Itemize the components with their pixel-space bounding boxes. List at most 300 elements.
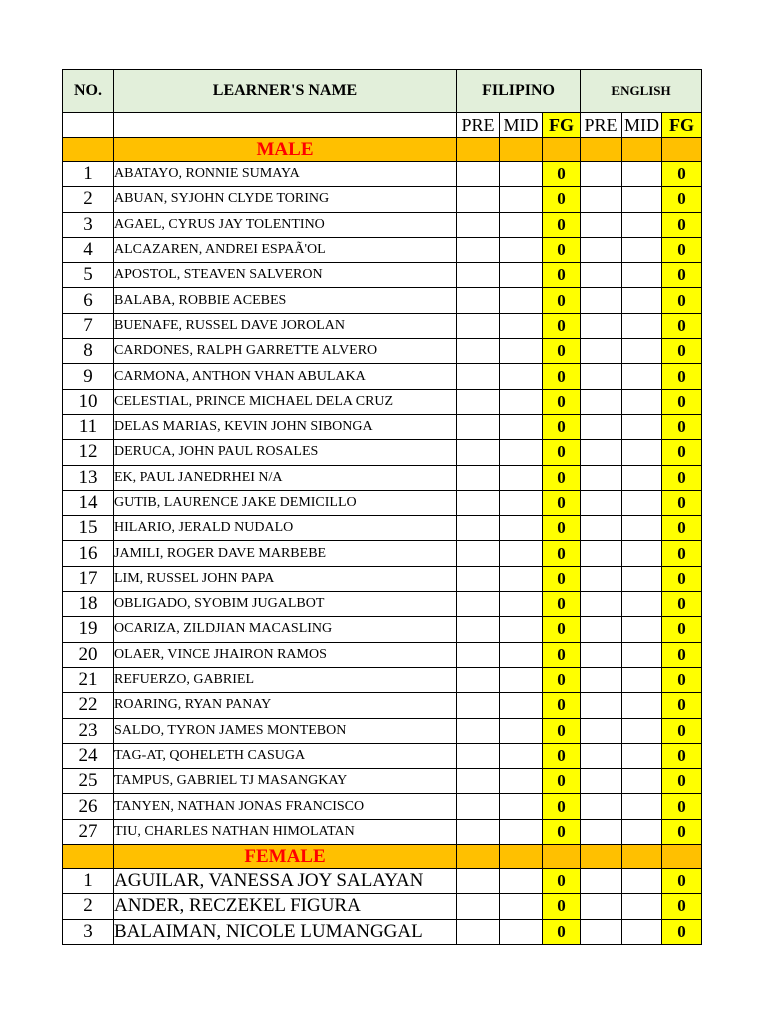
eng-pre-cell[interactable] — [581, 414, 622, 439]
learner-row — [63, 617, 702, 642]
fil-pre-cell[interactable] — [457, 869, 500, 894]
eng-pre-cell[interactable] — [581, 313, 622, 338]
learner-name[interactable]: TANYEN, NATHAN JONAS FRANCISCO — [114, 794, 457, 819]
fil-mid-cell[interactable] — [500, 237, 543, 262]
learner-number: 10 — [63, 389, 114, 414]
fil-fg-cell[interactable]: 0 — [543, 617, 581, 642]
section-fill-cell — [662, 138, 702, 162]
fil-pre-cell[interactable] — [457, 516, 500, 541]
learner-name[interactable]: SALDO, TYRON JAMES MONTEBON — [114, 718, 457, 743]
fil-fg-cell[interactable]: 0 — [543, 162, 581, 187]
eng-pre-cell[interactable] — [581, 162, 622, 187]
learner-number: 16 — [63, 541, 114, 566]
eng-pre-cell[interactable] — [581, 617, 622, 642]
learner-name[interactable]: HILARIO, JERALD NUDALO — [114, 516, 457, 541]
learner-number: 26 — [63, 794, 114, 819]
learner-row — [63, 440, 702, 465]
eng-fg-cell[interactable]: 0 — [662, 693, 702, 718]
fil-pre-cell[interactable] — [457, 794, 500, 819]
learner-row — [63, 288, 702, 313]
eng-fg-cell[interactable]: 0 — [662, 212, 702, 237]
learner-number: 11 — [63, 414, 114, 439]
learner-name[interactable]: OLAER, VINCE JHAIRON RAMOS — [114, 642, 457, 667]
eng-fg-cell[interactable]: 0 — [662, 769, 702, 794]
eng-fg-cell[interactable]: 0 — [662, 389, 702, 414]
learner-name[interactable]: AGUILAR, VANESSA JOY SALAYAN — [114, 869, 457, 894]
fil-fg-cell[interactable]: 0 — [543, 263, 581, 288]
fil-fg-cell[interactable]: 0 — [543, 592, 581, 617]
fil-pre-cell[interactable] — [457, 894, 500, 919]
learner-number: 25 — [63, 769, 114, 794]
fil-fg-cell[interactable]: 0 — [543, 237, 581, 262]
learner-number: 17 — [63, 566, 114, 591]
fil-fg-cell[interactable]: 0 — [543, 187, 581, 212]
eng-mid-cell[interactable] — [622, 769, 662, 794]
learner-number: 6 — [63, 288, 114, 313]
eng-fg-cell[interactable]: 0 — [662, 794, 702, 819]
learner-number: 1 — [63, 869, 114, 894]
learner-row — [63, 819, 702, 844]
learner-name[interactable]: APOSTOL, STEAVEN SALVERON — [114, 263, 457, 288]
learner-number: 12 — [63, 440, 114, 465]
eng-mid-cell[interactable] — [622, 617, 662, 642]
section-fill-cell — [457, 845, 500, 869]
fil-mid-cell[interactable] — [500, 440, 543, 465]
learner-row — [63, 465, 702, 490]
learner-name[interactable]: BUENAFE, RUSSEL DAVE JOROLAN — [114, 313, 457, 338]
learner-name[interactable]: ALCAZAREN, ANDREI ESPAÃ'OL — [114, 237, 457, 262]
subheader-filipino-pre: PRE — [457, 113, 500, 138]
subheader-english-pre: PRE — [581, 113, 622, 138]
subheader-english-mid: MID — [622, 113, 662, 138]
section-fill-cell — [63, 845, 114, 869]
eng-fg-cell[interactable]: 0 — [662, 440, 702, 465]
fil-pre-cell[interactable] — [457, 389, 500, 414]
learner-row — [63, 642, 702, 667]
fil-mid-cell[interactable] — [500, 769, 543, 794]
eng-pre-cell[interactable] — [581, 718, 622, 743]
section-fill-cell — [662, 845, 702, 869]
subheader-row — [63, 113, 702, 138]
fil-pre-cell[interactable] — [457, 212, 500, 237]
eng-mid-cell[interactable] — [622, 490, 662, 515]
fil-fg-cell[interactable]: 0 — [543, 516, 581, 541]
learner-number: 14 — [63, 490, 114, 515]
eng-fg-cell[interactable]: 0 — [662, 414, 702, 439]
fil-fg-cell[interactable]: 0 — [543, 212, 581, 237]
fil-pre-cell[interactable] — [457, 693, 500, 718]
fil-fg-cell[interactable]: 0 — [543, 313, 581, 338]
fil-pre-cell[interactable] — [457, 541, 500, 566]
fil-fg-cell[interactable]: 0 — [543, 819, 581, 844]
fil-mid-cell[interactable] — [500, 718, 543, 743]
fil-fg-cell[interactable]: 0 — [543, 490, 581, 515]
eng-pre-cell[interactable] — [581, 440, 622, 465]
fil-fg-cell[interactable]: 0 — [543, 718, 581, 743]
subheader-filipino-fg: FG — [543, 113, 581, 138]
eng-pre-cell[interactable] — [581, 592, 622, 617]
learner-row — [63, 769, 702, 794]
section-fill-cell — [543, 845, 581, 869]
eng-fg-cell[interactable]: 0 — [662, 288, 702, 313]
learner-number: 1 — [63, 162, 114, 187]
eng-fg-cell[interactable]: 0 — [662, 490, 702, 515]
fil-pre-cell[interactable] — [457, 237, 500, 262]
eng-fg-cell[interactable]: 0 — [662, 237, 702, 262]
eng-mid-cell[interactable] — [622, 592, 662, 617]
fil-pre-cell[interactable] — [457, 364, 500, 389]
eng-pre-cell[interactable] — [581, 743, 622, 768]
eng-mid-cell[interactable] — [622, 162, 662, 187]
fil-fg-cell[interactable]: 0 — [543, 743, 581, 768]
fil-pre-cell[interactable] — [457, 743, 500, 768]
learner-number: 19 — [63, 617, 114, 642]
learner-number: 15 — [63, 516, 114, 541]
learner-name[interactable]: CARDONES, RALPH GARRETTE ALVERO — [114, 339, 457, 364]
subheader-blank — [114, 113, 457, 138]
fil-fg-cell[interactable]: 0 — [543, 869, 581, 894]
eng-fg-cell[interactable]: 0 — [662, 743, 702, 768]
learner-name[interactable]: DELAS MARIAS, KEVIN JOHN SIBONGA — [114, 414, 457, 439]
fil-mid-cell[interactable] — [500, 592, 543, 617]
eng-mid-cell[interactable] — [622, 919, 662, 944]
fil-mid-cell[interactable] — [500, 869, 543, 894]
eng-pre-cell[interactable] — [581, 693, 622, 718]
fil-mid-cell[interactable] — [500, 566, 543, 591]
fil-mid-cell[interactable] — [500, 743, 543, 768]
section-row-female — [63, 845, 702, 869]
eng-mid-cell[interactable] — [622, 743, 662, 768]
section-fill-cell — [500, 845, 543, 869]
eng-pre-cell[interactable] — [581, 465, 622, 490]
section-fill-cell — [543, 138, 581, 162]
eng-pre-cell[interactable] — [581, 819, 622, 844]
fil-mid-cell[interactable] — [500, 490, 543, 515]
section-fill-cell — [581, 845, 622, 869]
eng-fg-cell[interactable]: 0 — [662, 465, 702, 490]
eng-mid-cell[interactable] — [622, 516, 662, 541]
fil-fg-cell[interactable]: 0 — [543, 414, 581, 439]
fil-pre-cell[interactable] — [457, 313, 500, 338]
eng-mid-cell[interactable] — [622, 566, 662, 591]
fil-fg-cell[interactable]: 0 — [543, 440, 581, 465]
fil-mid-cell[interactable] — [500, 617, 543, 642]
eng-pre-cell[interactable] — [581, 919, 622, 944]
learner-row — [63, 592, 702, 617]
fil-pre-cell[interactable] — [457, 819, 500, 844]
eng-pre-cell[interactable] — [581, 869, 622, 894]
learner-row — [63, 263, 702, 288]
eng-mid-cell[interactable] — [622, 440, 662, 465]
learner-number: 3 — [63, 212, 114, 237]
eng-fg-cell[interactable]: 0 — [662, 162, 702, 187]
learner-number: 2 — [63, 894, 114, 919]
eng-mid-cell[interactable] — [622, 288, 662, 313]
fil-mid-cell[interactable] — [500, 313, 543, 338]
eng-fg-cell[interactable]: 0 — [662, 592, 702, 617]
fil-mid-cell[interactable] — [500, 339, 543, 364]
eng-mid-cell[interactable] — [622, 642, 662, 667]
eng-mid-cell[interactable] — [622, 541, 662, 566]
fil-pre-cell[interactable] — [457, 162, 500, 187]
fil-mid-cell[interactable] — [500, 187, 543, 212]
learner-row — [63, 869, 702, 894]
fil-mid-cell[interactable] — [500, 212, 543, 237]
eng-pre-cell[interactable] — [581, 667, 622, 692]
learner-name[interactable]: EK, PAUL JANEDRHEI N/A — [114, 465, 457, 490]
learner-row — [63, 187, 702, 212]
section-fill-cell — [63, 138, 114, 162]
learner-number: 3 — [63, 919, 114, 944]
fil-pre-cell[interactable] — [457, 263, 500, 288]
eng-fg-cell[interactable]: 0 — [662, 642, 702, 667]
fil-pre-cell[interactable] — [457, 440, 500, 465]
learner-row — [63, 212, 702, 237]
fil-mid-cell[interactable] — [500, 389, 543, 414]
learner-name[interactable]: DERUCA, JOHN PAUL ROSALES — [114, 440, 457, 465]
fil-mid-cell[interactable] — [500, 465, 543, 490]
fil-pre-cell[interactable] — [457, 642, 500, 667]
fil-pre-cell[interactable] — [457, 718, 500, 743]
eng-fg-cell[interactable]: 0 — [662, 263, 702, 288]
eng-mid-cell[interactable] — [622, 339, 662, 364]
fil-pre-cell[interactable] — [457, 919, 500, 944]
eng-pre-cell[interactable] — [581, 212, 622, 237]
eng-pre-cell[interactable] — [581, 794, 622, 819]
learner-name[interactable]: LIM, RUSSEL JOHN PAPA — [114, 566, 457, 591]
eng-pre-cell[interactable] — [581, 516, 622, 541]
eng-mid-cell[interactable] — [622, 819, 662, 844]
eng-pre-cell[interactable] — [581, 187, 622, 212]
learner-name[interactable]: ROARING, RYAN PANAY — [114, 693, 457, 718]
learner-name[interactable]: JAMILI, ROGER DAVE MARBEBE — [114, 541, 457, 566]
eng-mid-cell[interactable] — [622, 263, 662, 288]
fil-fg-cell[interactable]: 0 — [543, 642, 581, 667]
fil-fg-cell[interactable]: 0 — [543, 288, 581, 313]
learner-row — [63, 313, 702, 338]
learner-number: 23 — [63, 718, 114, 743]
eng-mid-cell[interactable] — [622, 667, 662, 692]
eng-fg-cell[interactable]: 0 — [662, 187, 702, 212]
learner-number: 27 — [63, 819, 114, 844]
fil-pre-cell[interactable] — [457, 339, 500, 364]
eng-fg-cell[interactable]: 0 — [662, 566, 702, 591]
fil-mid-cell[interactable] — [500, 263, 543, 288]
subheader-filipino-mid: MID — [500, 113, 543, 138]
learner-number: 2 — [63, 187, 114, 212]
learner-name[interactable]: TIU, CHARLES NATHAN HIMOLATAN — [114, 819, 457, 844]
learner-number: 24 — [63, 743, 114, 768]
section-label: FEMALE — [114, 845, 457, 869]
fil-fg-cell[interactable]: 0 — [543, 693, 581, 718]
learner-row — [63, 894, 702, 919]
header-row — [63, 70, 702, 113]
section-fill-cell — [622, 845, 662, 869]
header-no: NO. — [63, 70, 114, 113]
fil-fg-cell[interactable]: 0 — [543, 566, 581, 591]
learner-name[interactable]: TAG-AT, QOHELETH CASUGA — [114, 743, 457, 768]
eng-fg-cell[interactable]: 0 — [662, 718, 702, 743]
eng-mid-cell[interactable] — [622, 894, 662, 919]
learner-name[interactable]: GUTIB, LAURENCE JAKE DEMICILLO — [114, 490, 457, 515]
eng-pre-cell[interactable] — [581, 769, 622, 794]
eng-mid-cell[interactable] — [622, 794, 662, 819]
fil-mid-cell[interactable] — [500, 642, 543, 667]
learner-row — [63, 541, 702, 566]
eng-fg-cell[interactable]: 0 — [662, 364, 702, 389]
learner-number: 7 — [63, 313, 114, 338]
fil-fg-cell[interactable]: 0 — [543, 339, 581, 364]
fil-fg-cell[interactable]: 0 — [543, 919, 581, 944]
eng-pre-cell[interactable] — [581, 389, 622, 414]
eng-mid-cell[interactable] — [622, 693, 662, 718]
fil-pre-cell[interactable] — [457, 465, 500, 490]
eng-mid-cell[interactable] — [622, 313, 662, 338]
learner-number: 18 — [63, 592, 114, 617]
learner-row — [63, 414, 702, 439]
fil-pre-cell[interactable] — [457, 288, 500, 313]
header-english: ENGLISH — [581, 70, 702, 113]
learner-row — [63, 693, 702, 718]
learner-row — [63, 667, 702, 692]
fil-mid-cell[interactable] — [500, 288, 543, 313]
learner-name[interactable]: CARMONA, ANTHON VHAN ABULAKA — [114, 364, 457, 389]
eng-mid-cell[interactable] — [622, 364, 662, 389]
learner-name[interactable]: ANDER, RECZEKEL FIGURA — [114, 894, 457, 919]
eng-mid-cell[interactable] — [622, 237, 662, 262]
eng-mid-cell[interactable] — [622, 869, 662, 894]
subheader-blank — [63, 113, 114, 138]
learner-name[interactable]: CELESTIAL, PRINCE MICHAEL DELA CRUZ — [114, 389, 457, 414]
learner-name[interactable]: TAMPUS, GABRIEL TJ MASANGKAY — [114, 769, 457, 794]
learner-row — [63, 490, 702, 515]
learner-number: 20 — [63, 642, 114, 667]
learner-number: 22 — [63, 693, 114, 718]
section-fill-cell — [581, 138, 622, 162]
fil-fg-cell[interactable]: 0 — [543, 364, 581, 389]
grade-sheet-table — [62, 69, 702, 945]
eng-mid-cell[interactable] — [622, 389, 662, 414]
learner-row — [63, 516, 702, 541]
eng-pre-cell[interactable] — [581, 237, 622, 262]
learner-row — [63, 237, 702, 262]
learner-number: 9 — [63, 364, 114, 389]
eng-fg-cell[interactable]: 0 — [662, 541, 702, 566]
fil-fg-cell[interactable]: 0 — [543, 465, 581, 490]
learner-name[interactable]: BALABA, ROBBIE ACEBES — [114, 288, 457, 313]
learner-row — [63, 339, 702, 364]
fil-mid-cell[interactable] — [500, 516, 543, 541]
section-row-male — [63, 138, 702, 162]
eng-fg-cell[interactable]: 0 — [662, 516, 702, 541]
learner-number: 5 — [63, 263, 114, 288]
fil-pre-cell[interactable] — [457, 490, 500, 515]
eng-pre-cell[interactable] — [581, 263, 622, 288]
learner-row — [63, 566, 702, 591]
learner-number: 13 — [63, 465, 114, 490]
fil-fg-cell[interactable]: 0 — [543, 769, 581, 794]
header-filipino: FILIPINO — [457, 70, 581, 113]
fil-mid-cell[interactable] — [500, 794, 543, 819]
fil-pre-cell[interactable] — [457, 769, 500, 794]
eng-pre-cell[interactable] — [581, 894, 622, 919]
fil-pre-cell[interactable] — [457, 667, 500, 692]
fil-mid-cell[interactable] — [500, 894, 543, 919]
learner-name[interactable]: AGAEL, CYRUS JAY TOLENTINO — [114, 212, 457, 237]
learner-row — [63, 364, 702, 389]
fil-fg-cell[interactable]: 0 — [543, 794, 581, 819]
learner-name[interactable]: BALAIMAN, NICOLE LUMANGGAL — [114, 919, 457, 944]
learner-row — [63, 718, 702, 743]
fil-fg-cell[interactable]: 0 — [543, 894, 581, 919]
eng-mid-cell[interactable] — [622, 718, 662, 743]
learner-row — [63, 743, 702, 768]
learner-number: 21 — [63, 667, 114, 692]
fil-pre-cell[interactable] — [457, 187, 500, 212]
fil-mid-cell[interactable] — [500, 364, 543, 389]
section-label: MALE — [114, 138, 457, 162]
eng-fg-cell[interactable]: 0 — [662, 667, 702, 692]
fil-mid-cell[interactable] — [500, 541, 543, 566]
section-fill-cell — [622, 138, 662, 162]
eng-fg-cell[interactable]: 0 — [662, 819, 702, 844]
learner-row — [63, 389, 702, 414]
fil-pre-cell[interactable] — [457, 592, 500, 617]
fil-pre-cell[interactable] — [457, 617, 500, 642]
eng-mid-cell[interactable] — [622, 414, 662, 439]
fil-fg-cell[interactable]: 0 — [543, 389, 581, 414]
learner-name[interactable]: OCARIZA, ZILDJIAN MACASLING — [114, 617, 457, 642]
eng-mid-cell[interactable] — [622, 187, 662, 212]
eng-pre-cell[interactable] — [581, 642, 622, 667]
learner-name[interactable]: ABUAN, SYJOHN CLYDE TORING — [114, 187, 457, 212]
fil-mid-cell[interactable] — [500, 693, 543, 718]
subheader-english-fg: FG — [662, 113, 702, 138]
eng-pre-cell[interactable] — [581, 339, 622, 364]
eng-fg-cell[interactable]: 0 — [662, 919, 702, 944]
learner-name[interactable]: ABATAYO, RONNIE SUMAYA — [114, 162, 457, 187]
fil-mid-cell[interactable] — [500, 667, 543, 692]
fil-mid-cell[interactable] — [500, 819, 543, 844]
fil-mid-cell[interactable] — [500, 919, 543, 944]
fil-mid-cell[interactable] — [500, 162, 543, 187]
fil-fg-cell[interactable]: 0 — [543, 541, 581, 566]
fil-pre-cell[interactable] — [457, 566, 500, 591]
eng-fg-cell[interactable]: 0 — [662, 313, 702, 338]
eng-mid-cell[interactable] — [622, 465, 662, 490]
fil-fg-cell[interactable]: 0 — [543, 667, 581, 692]
learner-name[interactable]: REFUERZO, GABRIEL — [114, 667, 457, 692]
eng-mid-cell[interactable] — [622, 212, 662, 237]
eng-pre-cell[interactable] — [581, 288, 622, 313]
eng-fg-cell[interactable]: 0 — [662, 869, 702, 894]
eng-fg-cell[interactable]: 0 — [662, 894, 702, 919]
eng-pre-cell[interactable] — [581, 490, 622, 515]
fil-pre-cell[interactable] — [457, 414, 500, 439]
eng-pre-cell[interactable] — [581, 364, 622, 389]
learner-row — [63, 919, 702, 944]
learner-number: 8 — [63, 339, 114, 364]
header-learner-name: LEARNER'S NAME — [114, 70, 457, 113]
learner-name[interactable]: OBLIGADO, SYOBIM JUGALBOT — [114, 592, 457, 617]
eng-fg-cell[interactable]: 0 — [662, 617, 702, 642]
learner-number: 4 — [63, 237, 114, 262]
fil-mid-cell[interactable] — [500, 414, 543, 439]
eng-fg-cell[interactable]: 0 — [662, 339, 702, 364]
eng-pre-cell[interactable] — [581, 541, 622, 566]
eng-pre-cell[interactable] — [581, 566, 622, 591]
section-fill-cell — [500, 138, 543, 162]
